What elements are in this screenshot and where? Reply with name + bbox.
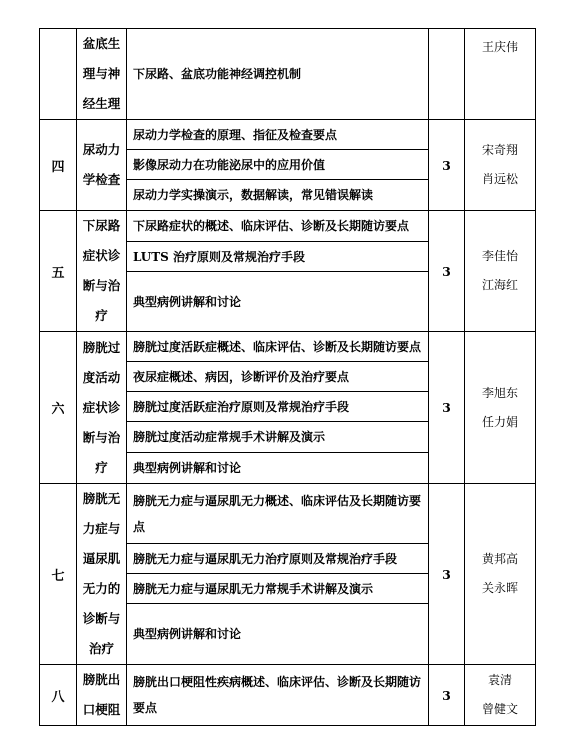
hours-cell: 3 [429,665,465,726]
teacher-cell: 李旭东 任力娟 [465,332,536,484]
table-row [40,332,536,362]
module-title: 膀胱过 度活动 症状诊 断与治 疗 [77,332,127,484]
module-title: 膀胱无 力症与 逼尿肌 无力的 诊断与 治疗 [77,484,127,665]
topic-cell: 影像尿动力在功能泌尿中的应用价值 [127,150,429,180]
module-title: 下尿路 症状诊 断与治 疗 [77,211,127,332]
teacher-cell: 李佳怡 江海红 [465,211,536,332]
hours-cell [429,29,465,120]
table-row [40,665,536,726]
hours-cell: 3 [429,484,465,665]
teacher-cell: 袁清 曾健文 [465,665,536,726]
topic-cell: 下尿路症状的概述、临床评估、诊断及长期随访要点 [127,211,429,242]
topic-cell: 下尿路、盆底功能神经调控机制 [127,29,429,120]
hours-cell: 3 [429,211,465,332]
topic-cell: 夜尿症概述、病因，诊断评价及治疗要点 [127,362,429,392]
topic-cell: 膀胱过度活动症常规手术讲解及演示 [127,422,429,453]
hours-cell: 3 [429,120,465,211]
table-row [40,211,536,242]
topic-cell: 尿动力学实操演示，数据解读，常见错误解读 [127,180,429,211]
topic-cell: 膀胱过度活跃症治疗原则及常规治疗手段 [127,392,429,422]
table-row [40,29,536,120]
module-title: 盆底生 理与神 经生理 [77,29,127,120]
topic-cell: 典型病例讲解和讨论 [127,272,429,332]
session-number [40,29,77,120]
topic-cell: 膀胱过度活跃症概述、临床评估、诊断及长期随访要点 [127,332,429,362]
teacher-cell: 黄邦高 关永晖 [465,484,536,665]
teacher-cell: 王庆伟 [465,29,536,120]
curriculum-table [39,28,536,726]
session-number: 五 [40,211,77,332]
hours-cell: 3 [429,332,465,484]
topic-cell: 典型病例讲解和讨论 [127,453,429,484]
session-number: 四 [40,120,77,211]
module-title: 尿动力 学检查 [77,120,127,211]
topic-cell: LUTS 治疗原则及常规治疗手段 [127,242,429,272]
topic-cell: 典型病例讲解和讨论 [127,604,429,665]
teacher-cell: 宋奇翔 肖远松 [465,120,536,211]
topic-cell: 膀胱出口梗阻性疾病概述、临床评估、诊断及长期随访要点 [127,665,429,726]
session-number: 七 [40,484,77,665]
topic-cell: 膀胱无力症与逼尿肌无力治疗原则及常规治疗手段 [127,544,429,574]
session-number: 六 [40,332,77,484]
session-number: 八 [40,665,77,726]
topic-cell: 膀胱无力症与逼尿肌无力常规手术讲解及演示 [127,574,429,604]
table-row [40,484,536,544]
module-title: 膀胱出 口梗阻 [77,665,127,726]
table-row [40,120,536,150]
topic-cell: 膀胱无力症与逼尿肌无力概述、临床评估及长期随访要点 [127,484,429,544]
topic-cell: 尿动力学检查的原理、指征及检查要点 [127,120,429,150]
